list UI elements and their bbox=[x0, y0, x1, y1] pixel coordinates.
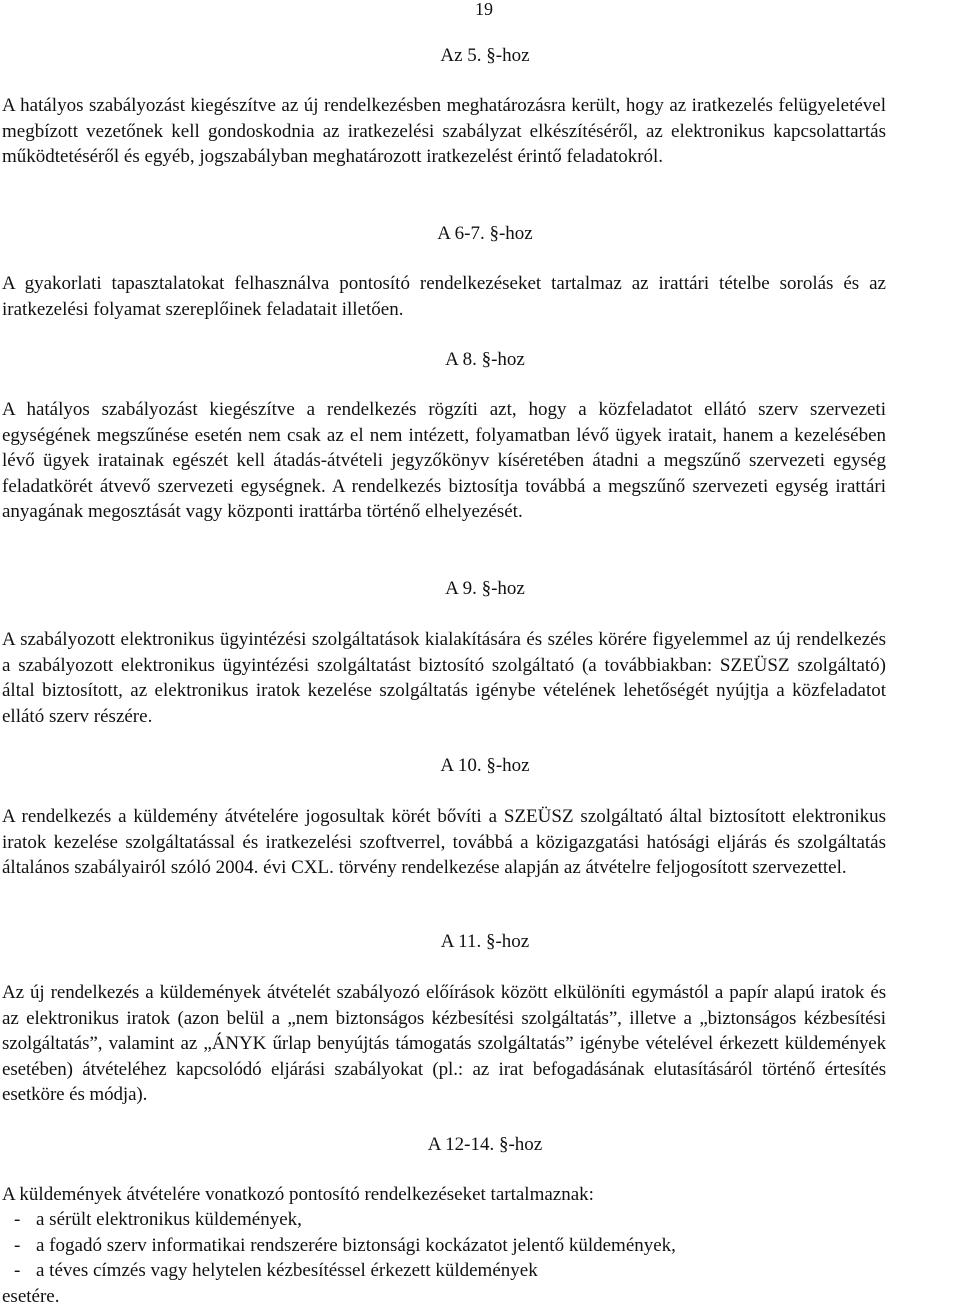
list-item-text: a téves címzés vagy helytelen kézbesítéssel érkezett küldemények bbox=[36, 1260, 538, 1282]
dash-bullet: - bbox=[14, 1234, 21, 1256]
dash-bullet: - bbox=[14, 1209, 21, 1230]
section-paragraph-5: A hatályos szabályozást kiegészítve az új rendelkezésben meghatározásra került, hogy az iratkezelés felügyeletével megbízott vezetőnek kell gondoskodnia az iratkezelési szabályzat elkészítéséről, az elektronikus kapcsolattartás működtetéséről és egyéb, jogszabályban meghatározott iratkezelést érintő feladatokról. bbox=[2, 95, 886, 168]
section-heading-5: Az 5. §-hoz bbox=[440, 45, 530, 66]
list-item bbox=[2, 1258, 886, 1284]
section-paragraph-6-7: A gyakorlati tapasztalatokat felhasználva pontosító rendelkezéseket tartalmaz az irattári tételbe sorolás és az iratkezelési folyamat szereplőinek feladatait illetően. bbox=[2, 273, 886, 320]
section-paragraph-12-14: A küldemények átvételére vonatkozó pontosító rendelkezéseket tartalmaznak: bbox=[2, 1184, 594, 1205]
list-item bbox=[2, 1233, 886, 1259]
section-heading-12-14: A 12-14. §-hoz bbox=[427, 1134, 543, 1155]
section-heading-10: A 10. §-hoz bbox=[440, 755, 530, 776]
page-number: 19 bbox=[475, 0, 493, 19]
list-item bbox=[2, 1207, 886, 1233]
dash-bullet: - bbox=[14, 1260, 21, 1282]
section-heading-6-7: A 6-7. §-hoz bbox=[437, 223, 533, 244]
section-heading-8: A 8. §-hoz bbox=[445, 349, 525, 370]
section-paragraph-9: A szabályozott elektronikus ügyintézési szolgáltatások kialakítására és széles körére figyelemmel az új rendelkezés a szabályozott elektronikus ügyintézési szolgáltatást biztosító szolgáltató (a továbbiakban: SZEÜSZ szolgáltató) által biztosított, az elektronikus iratok kezelése szolgáltatás igénybe vételének lehetőségét nyújtja a közfeladatot ellátó szerv részére. bbox=[2, 629, 886, 727]
list-item-text: a fogadó szerv informatikai rendszerére biztonsági kockázatot jelentő küldemények, bbox=[36, 1234, 676, 1256]
section-heading-9: A 9. §-hoz bbox=[445, 578, 525, 599]
section-paragraph-11: Az új rendelkezés a küldemények átvételét szabályozó előírások között elkülöníti egymástól a papír alapú iratok és az elektronikus iratok (azon belül a „nem biztonságos kézbesítési szolgáltatás”, illetve a „biztonságos kézbesítési szolgáltatás”, valamint az „ÁNYK űrlap benyújtás támogatás szolgáltatás” igénybe vételével érkezett küldemények esetében) átvételéhez kapcsolódó eljárási szabályokat (pl.: az irat befogadásának elutasításáról történő értesítés esetköre és módja). bbox=[2, 982, 886, 1106]
section-paragraph-8: A hatályos szabályozást kiegészítve a rendelkezés rögzíti azt, hogy a közfeladatot ellátó szerv szervezeti egységének megszűnése esetén nem csak az el nem intézett, folyamatban lévő ügyek iratait, hanem a kezelésében lévő ügyek iratainak egészét kell átadás-átvételi jegyzőkönyv kíséretében átadni a megszűnő szervezeti egység feladatkörét átvevő szervezeti egységnek. A rendelkezés biztosítja továbbá a megszűnő szervezeti egység irattári anyagának megosztását vagy központi irattárba történő elhelyezését. bbox=[2, 399, 886, 523]
section-paragraph-10: A rendelkezés a küldemény átvételére jogosultak körét bővíti a SZEÜSZ szolgáltató által biztosított elektronikus iratok kezelése szolgáltatással és iratkezelési szoftverrel, továbbá a közigazgatási hatósági eljárás és szolgáltatás általános szabályairól szóló 2004. évi CXL. törvény rendelkezése alapján az átvételre feljogosított szervezettel. bbox=[2, 806, 886, 879]
list-item-text: a sérült elektronikus küldemények, bbox=[36, 1209, 302, 1230]
list-trailing-text: esetére. bbox=[2, 1285, 60, 1307]
section-heading-11: A 11. §-hoz bbox=[440, 931, 530, 952]
bullet-list bbox=[2, 1207, 886, 1309]
